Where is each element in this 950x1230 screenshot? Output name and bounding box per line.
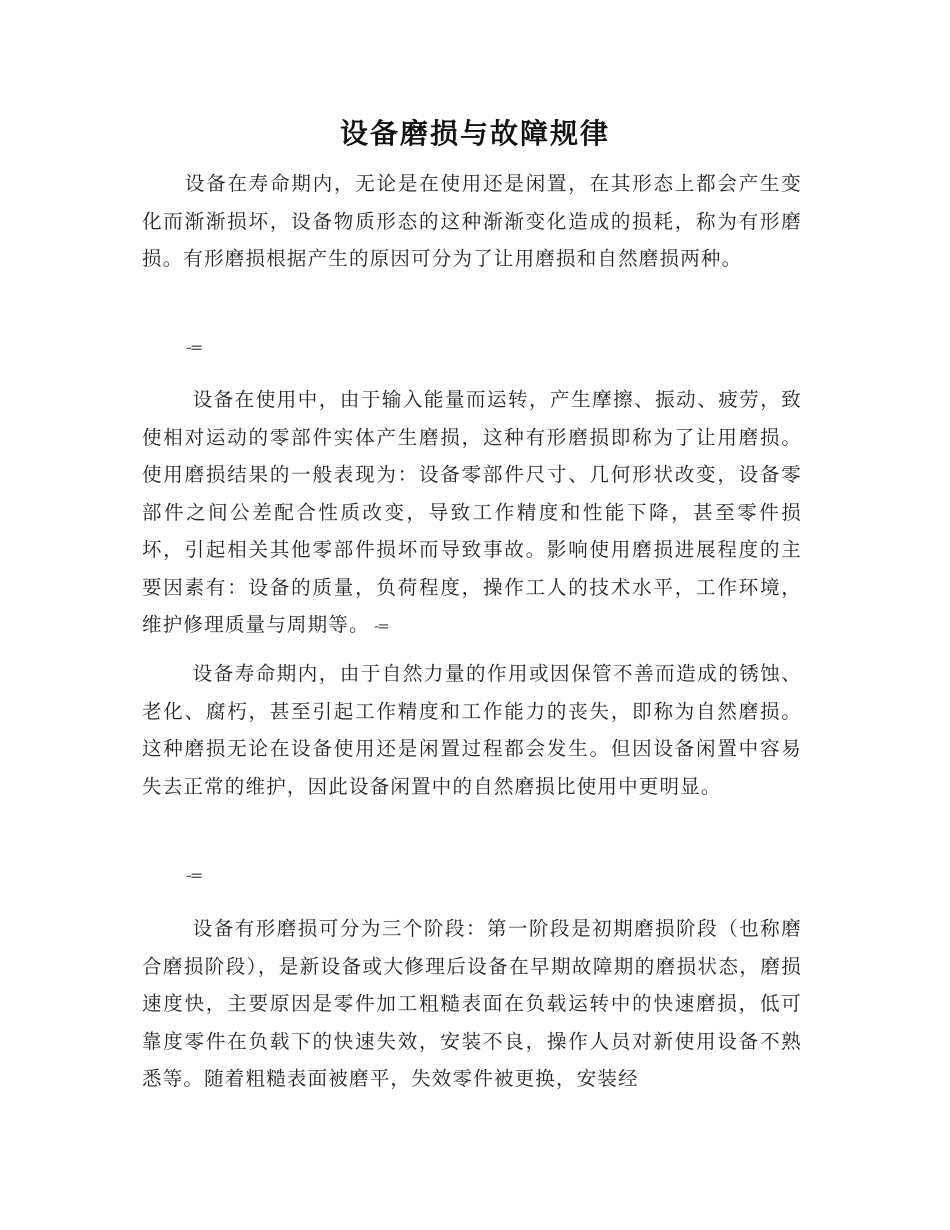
paragraph-mark: -= xyxy=(186,338,202,357)
paragraph-3: 设备寿命期内，由于自然力量的作用或因保管不善而造成的锈蚀、老化、腐朽，甚至引起工作精度和工作能力的丧失，即称为自然磨损。这种磨损无论在设备使用还是闲置过程都会发生。但因设备闲置中容易失去正常的维护，因此设备闲置中的自然磨损比使用中更明显。 xyxy=(142,662,802,798)
paragraph-2 xyxy=(142,381,802,646)
paragraph-2-text: 设备在使用中，由于输入能量而运转，产生摩擦、振动、疲劳，致使相对运动的零部件实体产生磨损，这种有形磨损即称为了让用磨损。使用磨损结果的一般表现为：设备零部件尺寸、几何形状改变，设备零部件之间公差配合性质改变，导致工作精度和性能下降，甚至零件损坏，引起相关其他零部件损坏而导致事故。影响使用磨损进展程度的主要因素有：设备的质量，负荷程度，操作工人的技术水平，工作环境，维护修理质量与周期等。 xyxy=(142,388,802,636)
paragraph-mark-inline: -= xyxy=(373,617,388,635)
paragraph-1: 设备在寿命期内，无论是在使用还是闲置，在其形态上都会产生变化而渐渐损坏，设备物质形态的这种渐渐变化造成的损耗，称为有形磨损。有形磨损根据产生的原因可分为了让用磨损和自然磨损两种。 xyxy=(142,172,802,270)
paragraph-mark: -= xyxy=(186,866,202,885)
paragraph-4: 设备有形磨损可分为三个阶段：第一阶段是初期磨损阶段（也称磨合磨损阶段），是新设备或大修理后设备在早期故障期的磨损状态，磨损速度快，主要原因是零件加工粗糙表面在负载运转中的快速磨损，低可靠度零件在负载下的快速失效，安装不良，操作人员对新使用设备不熟悉等。随着粗糙表面被磨平，失效零件被更换，安装经 xyxy=(142,917,802,1090)
document-title: 设备磨损与故障规律 xyxy=(339,117,610,150)
